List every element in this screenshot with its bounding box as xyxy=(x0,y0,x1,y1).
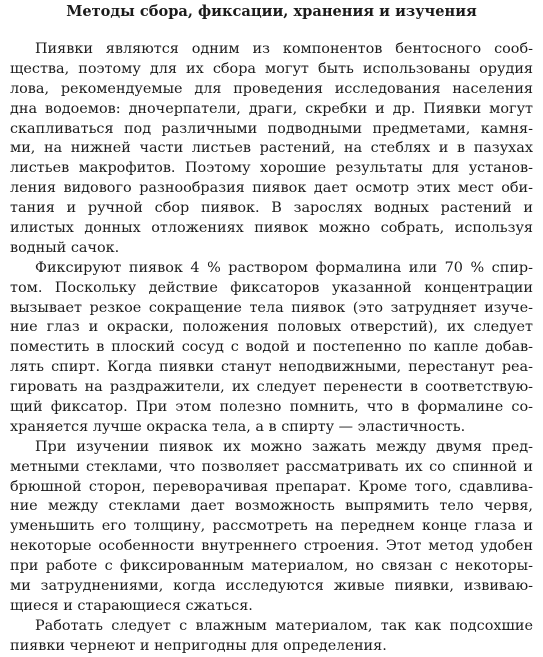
text-line: том. Поскольку действие фиксаторов указанной концентрации xyxy=(10,279,533,296)
text-line: ления видового разнообразия пиявок дает осмотр этих мест оби- xyxy=(10,180,533,197)
text-line: щий фиксатор. При этом полезно помнить, что в формалине со- xyxy=(10,399,533,416)
text-line: Пиявки являются одним из компонентов бентосного сооб- xyxy=(35,41,533,57)
heading-gap xyxy=(10,26,533,40)
text-line: метными стеклами, что позволяет рассматривать их со спинной и xyxy=(10,458,533,475)
text-line: некоторые особенности внутреннего строения. Этот метод удобен xyxy=(10,538,533,555)
text-line: ми, на нижней части листьев растений, на стеблях и в пазухах xyxy=(10,140,533,157)
text-line: Фиксируют пиявок 4 % раствором формалина или 70 % спир- xyxy=(35,259,533,276)
text-line: уменьшить его толщину, рассмотреть на переднем конце глаза и xyxy=(10,518,533,535)
text-line: ми затруднениями, когда исследуются живые пиявки, извиваю- xyxy=(10,578,533,595)
text-line: ние между стеклами дает возможность выпрямить тело червя, xyxy=(10,498,533,515)
text-line: щества, поэтому для их сбора могут быть использованы орудия xyxy=(10,60,533,77)
paragraph-1 xyxy=(10,40,533,259)
text-line: лова, рекомендуемые для проведения исследования населения xyxy=(10,80,533,97)
body-text xyxy=(10,40,533,657)
text-line: гировать на раздражители, их следует перенести в соответствую- xyxy=(10,379,533,396)
text-line: листьев макрофитов. Поэтому хорошие результаты для установ- xyxy=(10,160,533,177)
text-line: при работе с фиксированным материалом, но связан с некоторы- xyxy=(10,558,533,575)
text-line: водный сачок. xyxy=(10,239,120,256)
text-line: скапливаться под различными подводными предметами, камня- xyxy=(10,120,533,137)
paragraph-4 xyxy=(10,617,533,657)
text-line: дна водоемов: дночерпатели, драги, скребки и др. Пиявки могут xyxy=(10,100,533,117)
text-line: При изучении пиявок их можно зажать между двумя пред- xyxy=(35,438,533,455)
text-line: лять спирт. Когда пиявки станут неподвижными, перестанут реа- xyxy=(10,359,533,376)
text-line: тания и ручной сбор пиявок. В зарослях водных растений и xyxy=(10,200,533,217)
text-line: поместить в плоский сосуд с водой и постепенно по капле добав- xyxy=(10,339,533,356)
paragraph-2 xyxy=(10,259,533,438)
text-line: брюшной сторон, переворачивая препарат. Кроме того, сдавлива- xyxy=(10,478,533,495)
text-line: пиявки чернеют и непригодны для определения. xyxy=(10,637,387,654)
text-line: щиеся и старающиеся сжаться. xyxy=(10,597,253,614)
text-line: вызывает резкое сокращение тела пиявок (это затрудняет изуче- xyxy=(10,299,533,316)
paragraph-3 xyxy=(10,438,533,617)
text-line: илистых донных отложениях пиявок можно собрать, используя xyxy=(10,220,533,237)
section-heading: Методы сбора, фиксации, хранения и изучения xyxy=(66,3,477,20)
text-line: храняется лучше окраска тела, а в спирту — эластичность. xyxy=(10,418,466,435)
text-line: Работать следует с влажным материалом, так как подсохшие xyxy=(35,617,533,634)
text-line: ние глаз и окраски, положения половых отверстий), их следует xyxy=(10,319,533,336)
